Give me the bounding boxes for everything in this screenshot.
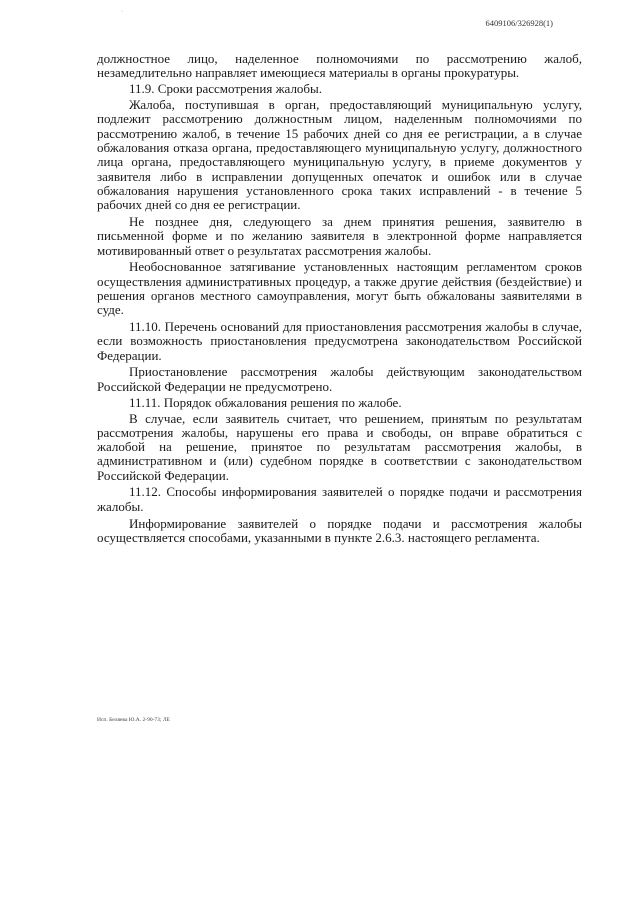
- paragraph-suspension: Приостановление рассмотрения жалобы действующим законодательством Российской Федерации не предусмотрено.: [97, 364, 582, 394]
- paragraph-appeal-procedure: В случае, если заявитель считает, что решением, принятым по результатам рассмотрения жалобы, нарушены его права и свободы, он вправе обратиться с жалобой на решение, принятое по результатам рассмотрения жалобы, в административном и (или) судебном порядке в соответствии с законодательством Российской Федерации.: [97, 410, 582, 483]
- paragraph-continuation: должностное лицо, наделенное полномочиями по рассмотрению жалоб, незамедлительно направляет имеющиеся материалы в органы прокуратуры.: [97, 51, 582, 81]
- executor-note: Исп. Беляева Ю.А. 2-90-73; ЛЕ: [97, 717, 170, 723]
- document-body: [97, 52, 582, 547]
- paragraph-informing-methods: Информирование заявителей о порядке подачи и рассмотрения жалобы осуществляется способами, указанными в пункте 2.6.3. настоящего регламента.: [97, 515, 582, 545]
- section-heading-11-12: 11.12. Способы информирования заявителей о порядке подачи и рассмотрения жалобы.: [97, 484, 582, 514]
- section-heading-11-11: 11.11. Порядок обжалования решения по жалобе.: [129, 394, 402, 410]
- section-heading-11-9: 11.9. Сроки рассмотрения жалобы.: [129, 81, 323, 97]
- scan-mark: ·: [121, 9, 123, 15]
- paragraph-response-deadline: Не позднее дня, следующего за днем принятия решения, заявителю в письменной форме и по желанию заявителя в электронной форме направляется мотивированный ответ о результатах рассмотрения жалобы.: [97, 213, 582, 258]
- document-number: 6409106/326928(1): [485, 18, 553, 28]
- section-heading-11-10: 11.10. Перечень оснований для приостановления рассмотрения жалобы в случае, если возможность приостановления предусмотрена законодательством Российской Федерации.: [97, 319, 582, 363]
- paragraph-complaint-terms: Жалоба, поступившая в орган, предоставляющий муниципальную услугу, подлежит рассмотрению должностным лицом, наделенным полномочиями по рассмотрению жалоб, в течение 15 рабочих дней со дня ее регистрации, а в случае обжалования отказа органа, предоставляющего муниципальную услугу, должностного лица органа, предоставляющего муниципальную услугу, в приеме документов у заявителя либо в исправлении допущенных опечаток и ошибок или в случае обжалования нарушения установленного срока таких исправлений - в течение 5 рабочих дней со дня ее регистрации.: [97, 97, 582, 213]
- paragraph-unjustified-delay: Необоснованное затягивание установленных настоящим регламентом сроков осуществления административных процедур, а также другие действия (бездействие) и решения органов местного самоуправления, могут быть обжалованы заявителями в суде.: [97, 259, 582, 318]
